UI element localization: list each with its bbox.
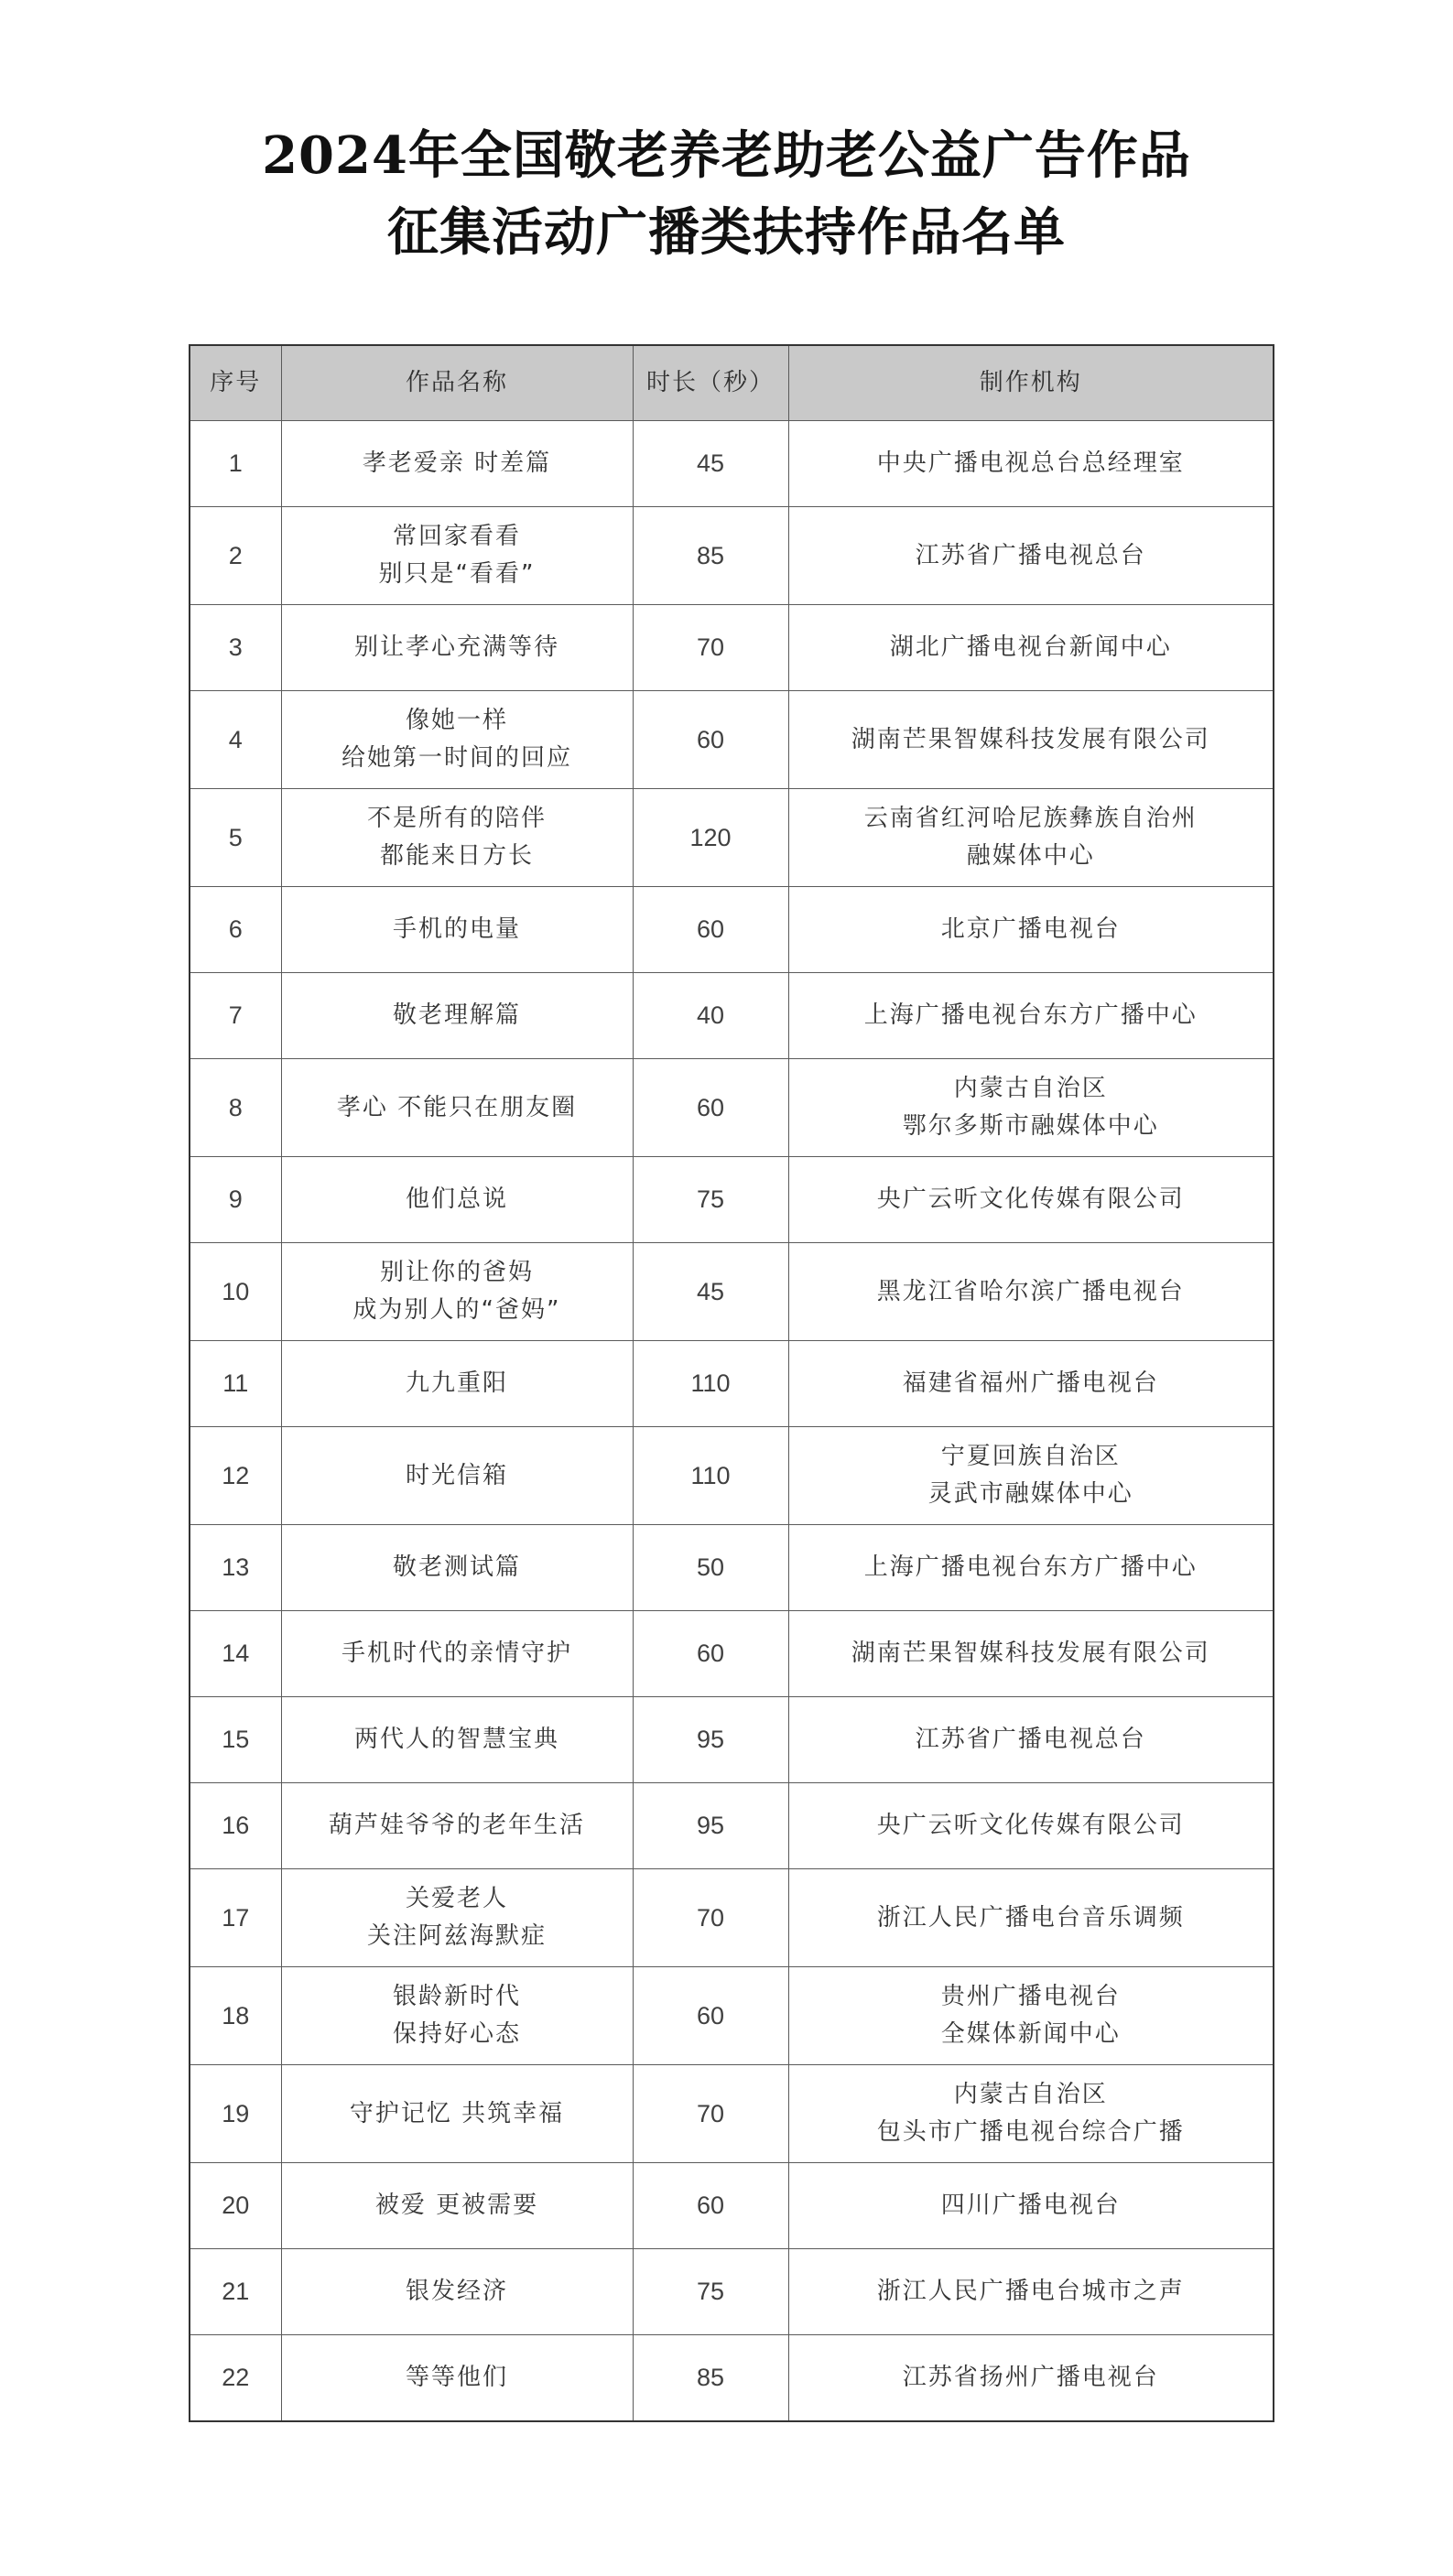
organization-line: 江苏省扬州广播电视台 <box>902 2364 1159 2391</box>
column-header-organization: 制作机构 <box>788 345 1274 421</box>
organization-line: 江苏省广播电视总台 <box>915 1726 1146 1753</box>
organization-line: 黑龙江省哈尔滨广播电视台 <box>876 1277 1185 1305</box>
organization-cell <box>788 605 1274 691</box>
table-row <box>190 1341 1274 1427</box>
work-title-line: 给她第一时间的回应 <box>341 744 572 772</box>
table-row <box>190 507 1274 605</box>
work-title-cell <box>281 2249 633 2335</box>
organization-cell <box>788 1059 1274 1157</box>
organization-cell <box>788 507 1274 605</box>
work-title-line: 敬老测试篇 <box>392 1553 521 1581</box>
organization-line: 内蒙古自治区 <box>953 1075 1108 1102</box>
table-row <box>190 1611 1274 1697</box>
title-line-1: 2024年全国敬老养老助老公益广告作品 <box>262 125 1191 186</box>
work-title-line: 两代人的智慧宝典 <box>353 1726 559 1753</box>
organization-line: 灵武市融媒体中心 <box>927 1480 1133 1508</box>
table-row <box>190 2163 1274 2249</box>
work-title-line: 他们总说 <box>405 1185 508 1213</box>
table-row <box>190 2065 1274 2163</box>
table-header-row <box>190 345 1274 421</box>
organization-line: 湖北广播电视台新闻中心 <box>889 633 1172 661</box>
organization-cell <box>788 2335 1274 2422</box>
organization-line: 云南省红河哈尼族彝族自治州 <box>863 805 1198 832</box>
organization-cell <box>788 2065 1274 2163</box>
row-number-cell: 16 <box>190 1783 281 1869</box>
work-title-cell <box>281 789 633 887</box>
duration-cell: 45 <box>633 421 788 507</box>
duration-cell: 110 <box>633 1427 788 1525</box>
work-title-line: 银龄新时代 <box>392 1983 521 2010</box>
column-header-duration: 时长（秒） <box>633 345 788 421</box>
work-title-cell <box>281 2163 633 2249</box>
work-title-cell <box>281 507 633 605</box>
work-title-line: 银发经济 <box>405 2278 508 2305</box>
organization-line: 贵州广播电视台 <box>940 1983 1121 2010</box>
work-title-cell <box>281 887 633 973</box>
work-title-line: 孝心 不能只在朋友圈 <box>336 1093 578 1121</box>
organization-line: 湖南芒果智媒科技发展有限公司 <box>851 1640 1210 1667</box>
work-title-line: 别让你的爸妈 <box>379 1259 534 1286</box>
work-title-cell <box>281 691 633 789</box>
duration-cell: 120 <box>633 789 788 887</box>
organization-line: 浙江人民广播电台音乐调频 <box>876 1903 1185 1932</box>
work-title-cell <box>281 1157 633 1243</box>
duration-cell: 45 <box>633 1243 788 1341</box>
duration-cell: 70 <box>633 1869 788 1967</box>
organization-line: 江苏省广播电视总台 <box>915 541 1146 569</box>
table-row <box>190 789 1274 887</box>
table-row <box>190 421 1274 507</box>
organization-line: 融媒体中心 <box>966 842 1095 870</box>
work-title-line: 保持好心态 <box>392 2020 521 2048</box>
duration-cell: 60 <box>633 2163 788 2249</box>
organization-cell <box>788 1157 1274 1243</box>
row-number-cell: 22 <box>190 2335 281 2422</box>
organization-line: 浙江人民广播电台城市之声 <box>876 2278 1185 2305</box>
table-row <box>190 1243 1274 1341</box>
duration-cell: 50 <box>633 1525 788 1611</box>
duration-cell: 60 <box>633 1967 788 2065</box>
duration-cell: 60 <box>633 1059 788 1157</box>
organization-line: 福建省福州广播电视台 <box>902 1369 1159 1397</box>
row-number-cell: 7 <box>190 973 281 1059</box>
duration-cell: 60 <box>633 1611 788 1697</box>
table-row <box>190 1157 1274 1243</box>
duration-cell: 75 <box>633 2249 788 2335</box>
row-number-cell: 18 <box>190 1967 281 2065</box>
organization-line: 全媒体新闻中心 <box>940 2020 1121 2048</box>
work-title-line: 成为别人的“爸妈” <box>352 1296 561 1324</box>
duration-cell: 95 <box>633 1783 788 1869</box>
work-title-line: 别让孝心充满等待 <box>353 633 559 661</box>
row-number-cell: 21 <box>190 2249 281 2335</box>
document-title <box>0 117 1453 271</box>
table-row <box>190 1697 1274 1783</box>
duration-cell: 85 <box>633 507 788 605</box>
duration-cell: 40 <box>633 973 788 1059</box>
work-title-line: 常回家看看 <box>392 523 521 550</box>
work-title-cell <box>281 1427 633 1525</box>
organization-line: 宁夏回族自治区 <box>940 1443 1121 1470</box>
work-title-line: 敬老理解篇 <box>392 1001 521 1029</box>
column-header-title: 作品名称 <box>281 345 633 421</box>
title-line-2: 征集活动广播类扶持作品名单 <box>387 202 1066 263</box>
organization-line: 上海广播电视台东方广播中心 <box>863 1553 1198 1581</box>
table-row <box>190 887 1274 973</box>
organization-cell <box>788 1427 1274 1525</box>
organization-cell <box>788 789 1274 887</box>
work-title-cell <box>281 1783 633 1869</box>
organization-cell <box>788 1243 1274 1341</box>
row-number-cell: 10 <box>190 1243 281 1341</box>
duration-cell: 85 <box>633 2335 788 2422</box>
work-title-line: 九九重阳 <box>405 1369 508 1397</box>
table-row <box>190 1783 1274 1869</box>
row-number-cell: 1 <box>190 421 281 507</box>
duration-cell: 95 <box>633 1697 788 1783</box>
table-row <box>190 691 1274 789</box>
work-title-cell <box>281 2065 633 2163</box>
duration-cell: 70 <box>633 2065 788 2163</box>
organization-cell <box>788 1697 1274 1783</box>
table-row <box>190 1059 1274 1157</box>
organization-cell <box>788 973 1274 1059</box>
work-title-line: 都能来日方长 <box>379 842 534 870</box>
row-number-cell: 11 <box>190 1341 281 1427</box>
organization-cell <box>788 1869 1274 1967</box>
duration-cell: 110 <box>633 1341 788 1427</box>
row-number-cell: 3 <box>190 605 281 691</box>
row-number-cell: 14 <box>190 1611 281 1697</box>
table-row <box>190 605 1274 691</box>
organization-line: 中央广播电视总台总经理室 <box>876 449 1185 477</box>
organization-line: 包头市广播电视台综合广播 <box>876 2118 1185 2146</box>
work-title-line: 孝老爱亲 时差篇 <box>362 449 552 477</box>
table-body <box>190 421 1274 2422</box>
row-number-cell: 2 <box>190 507 281 605</box>
work-title-line: 别只是“看看” <box>378 560 536 588</box>
work-title-line: 手机的电量 <box>392 915 521 943</box>
duration-cell: 60 <box>633 887 788 973</box>
row-number-cell: 17 <box>190 1869 281 1967</box>
organization-cell <box>788 421 1274 507</box>
work-title-cell <box>281 1967 633 2065</box>
organization-line: 央广云听文化传媒有限公司 <box>876 1812 1185 1839</box>
works-table <box>189 344 1274 2422</box>
duration-cell: 60 <box>633 691 788 789</box>
row-number-cell: 19 <box>190 2065 281 2163</box>
organization-cell <box>788 2163 1274 2249</box>
work-title-line: 守护记忆 共筑幸福 <box>349 2099 565 2127</box>
work-title-cell <box>281 1869 633 1967</box>
work-title-line: 葫芦娃爷爷的老年生活 <box>328 1812 585 1839</box>
work-title-line: 不是所有的陪伴 <box>366 805 547 832</box>
work-title-cell <box>281 421 633 507</box>
duration-cell: 70 <box>633 605 788 691</box>
row-number-cell: 15 <box>190 1697 281 1783</box>
organization-line: 央广云听文化传媒有限公司 <box>876 1185 1185 1213</box>
organization-cell <box>788 1611 1274 1697</box>
work-title-cell <box>281 1697 633 1783</box>
organization-cell <box>788 1341 1274 1427</box>
table-row <box>190 2335 1274 2422</box>
organization-line: 鄂尔多斯市融媒体中心 <box>902 1112 1159 1140</box>
organization-line: 北京广播电视台 <box>940 915 1121 943</box>
organization-cell <box>788 1525 1274 1611</box>
work-title-cell <box>281 605 633 691</box>
row-number-cell: 13 <box>190 1525 281 1611</box>
work-title-line: 像她一样 <box>405 707 508 734</box>
work-title-line: 等等他们 <box>405 2364 508 2391</box>
duration-cell: 75 <box>633 1157 788 1243</box>
work-title-cell <box>281 2335 633 2422</box>
column-header-number: 序号 <box>190 345 281 421</box>
work-title-line: 手机时代的亲情守护 <box>341 1640 572 1667</box>
row-number-cell: 4 <box>190 691 281 789</box>
organization-cell <box>788 2249 1274 2335</box>
work-title-cell <box>281 1059 633 1157</box>
row-number-cell: 6 <box>190 887 281 973</box>
work-title-cell <box>281 1341 633 1427</box>
work-title-cell <box>281 1243 633 1341</box>
table-row <box>190 2249 1274 2335</box>
organization-line: 内蒙古自治区 <box>953 2081 1108 2108</box>
work-title-line: 关注阿兹海默症 <box>366 1922 547 1950</box>
row-number-cell: 12 <box>190 1427 281 1525</box>
row-number-cell: 8 <box>190 1059 281 1157</box>
organization-cell <box>788 887 1274 973</box>
organization-line: 四川广播电视台 <box>940 2192 1121 2219</box>
table-row <box>190 1967 1274 2065</box>
row-number-cell: 5 <box>190 789 281 887</box>
table-row <box>190 1525 1274 1611</box>
work-title-line: 被爱 更被需要 <box>374 2192 539 2219</box>
work-title-cell <box>281 1611 633 1697</box>
table-row <box>190 1427 1274 1525</box>
table-row <box>190 1869 1274 1967</box>
work-title-cell <box>281 973 633 1059</box>
organization-cell <box>788 691 1274 789</box>
organization-cell <box>788 1783 1274 1869</box>
work-title-cell <box>281 1525 633 1611</box>
table-row <box>190 973 1274 1059</box>
row-number-cell: 9 <box>190 1157 281 1243</box>
organization-line: 湖南芒果智媒科技发展有限公司 <box>851 725 1210 753</box>
work-title-line: 关爱老人 <box>405 1885 508 1912</box>
work-title-line: 时光信箱 <box>405 1461 508 1489</box>
row-number-cell: 20 <box>190 2163 281 2249</box>
organization-line: 上海广播电视台东方广播中心 <box>863 1001 1198 1029</box>
organization-cell <box>788 1967 1274 2065</box>
